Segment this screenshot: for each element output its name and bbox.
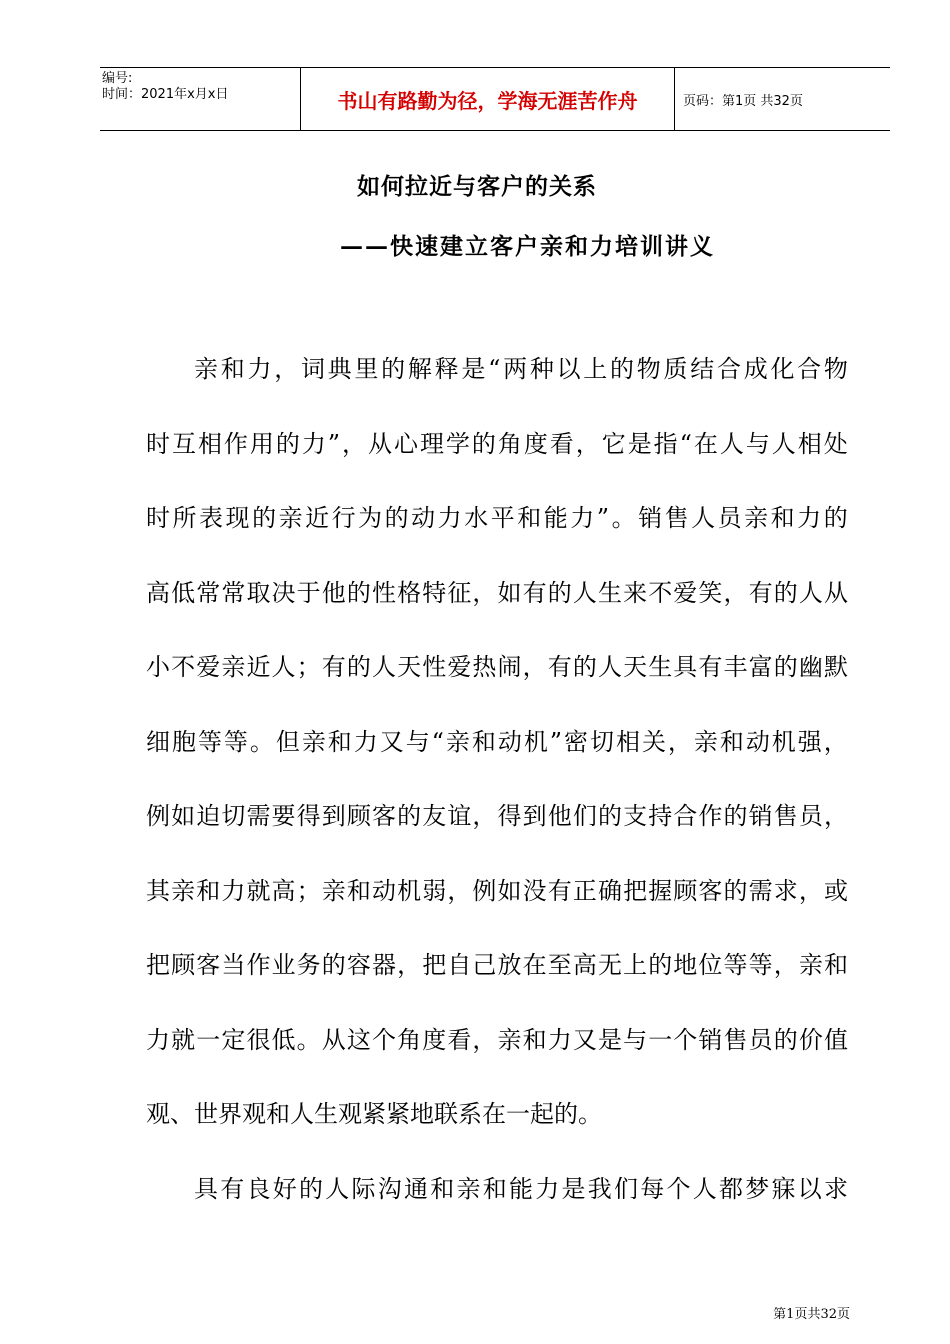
paragraph-line: 观 、 世 界 观 和 人 生 观 紧 紧 地 联 系 在 一 起 的 。 (146, 1100, 602, 1128)
document-title: 如何拉近与客户的关系 (357, 173, 597, 200)
page-label: 页码：第1页 共32页 (683, 93, 803, 109)
paragraph-line: 例 如 迫 切 需 要 得 到 顾 客 的 友 谊 ， 得 到 他 们 的 支 持 合 作 的 销 售 员 ， (146, 802, 848, 830)
paragraph-line: 小 不 爱 亲 近 人 ； 有 的 人 天 性 爱 热 闹 ， 有 的 人 天 生 具 有 丰 富 的 幽 默 (146, 653, 848, 681)
header-page-cell (675, 68, 890, 130)
paragraph-line: 力 就 一 定 很 低 。 从 这 个 角 度 看 ， 亲 和 力 又 是 与 一 个 销 售 员 的 价 值 (146, 1025, 848, 1054)
paragraph-line: 时 所 表 现 的 亲 近 行 为 的 动 力 水 平 和 能 力 ” 。 销 售 人 员 亲 和 力 的 (146, 504, 848, 532)
number-label: 编号: (102, 71, 133, 86)
header-motto: 书山有路勤为径，学海无涯苦作舟 (337, 88, 638, 113)
paragraph-line: 其 亲 和 力 就 高 ； 亲 和 动 机 弱 ， 例 如 没 有 正 确 把 握 顾 客 的 需 求 ， 或 (146, 876, 848, 905)
paragraph-line: 高 低 常 常 取 决 于 他 的 性 格 特 征 ， 如 有 的 人 生 来 不 爱 笑 ， 有 的 人 从 (146, 578, 848, 607)
time-label: 时间：2021年x月x日 (102, 87, 229, 102)
header-info (100, 68, 301, 130)
paragraph-line: 细 胞 等 等 。 但 亲 和 力 又 与 “ 亲 和 动 机 ” 密 切 相 关 ， 亲 和 动 机 强 ， (146, 727, 848, 756)
paragraph-line: 亲 和 力 ， 词 典 里 的 解 释 是 “ 两 种 以 上 的 物 质 结 合 成 化 合 物 (194, 355, 848, 383)
paragraph-line: 把 顾 客 当 作 业 务 的 容 器 ， 把 自 己 放 在 至 高 无 上 的 地 位 等 等 ， 亲 和 (146, 951, 848, 979)
paragraph-line: 时 互 相 作 用 的 力 ” ， 从 心 理 学 的 角 度 看 ， 它 是 指 “ 在 人 与 人 相 处 (146, 429, 848, 458)
document-subtitle: ——快速建立客户亲和力培训讲义 (340, 233, 715, 260)
page-header (100, 67, 890, 131)
header-motto-cell (301, 68, 675, 130)
paragraph-line: 具 有 良 好 的 人 际 沟 通 和 亲 和 能 力 是 我 们 每 个 人 都 梦 寐 以 求 (194, 1174, 848, 1203)
page-footer: 第1页共32页 (773, 1307, 850, 1322)
